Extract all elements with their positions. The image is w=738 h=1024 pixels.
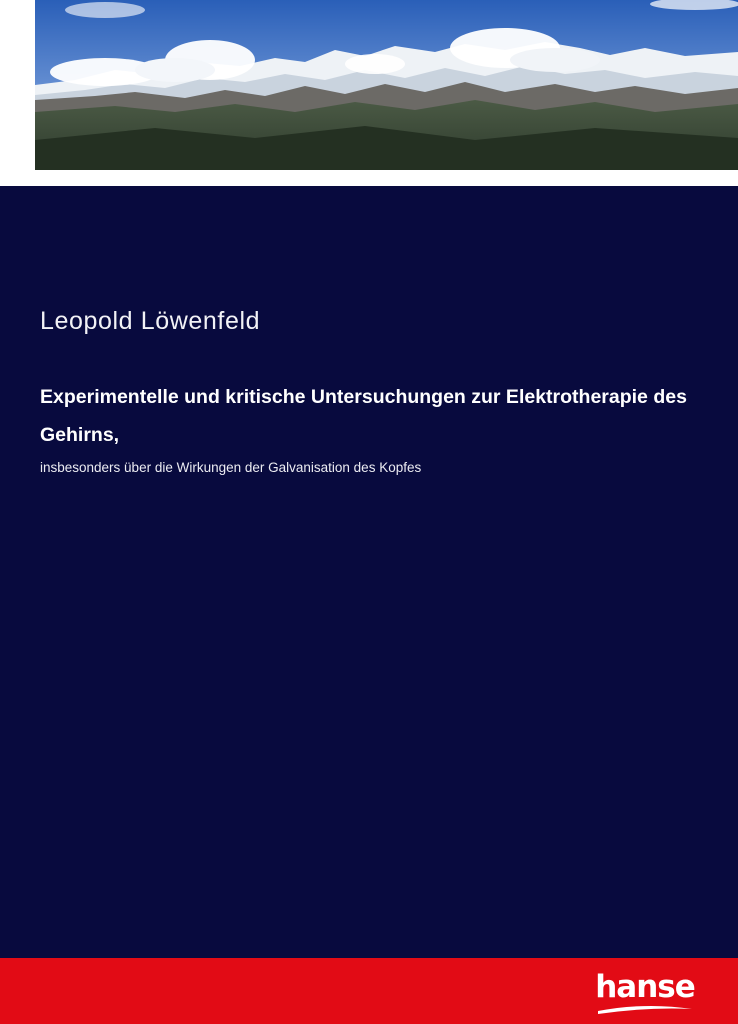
- book-title: Experimentelle und kritische Untersuchungen zur Elektrotherapie des Gehirns,: [40, 386, 687, 446]
- cover-panel: [0, 186, 738, 958]
- publisher-band: [0, 958, 738, 1024]
- header-band: [0, 0, 738, 186]
- publisher-logo: [590, 968, 700, 1016]
- book-subtitle: insbesonders über die Wirkungen der Galvanisation des Kopfes: [40, 460, 422, 475]
- author-name: Leopold Löwenfeld: [40, 307, 261, 335]
- swoosh-icon: [596, 1004, 694, 1016]
- publisher-logo-text: hanse: [595, 969, 695, 1005]
- mountain-panorama-photo: [35, 0, 738, 170]
